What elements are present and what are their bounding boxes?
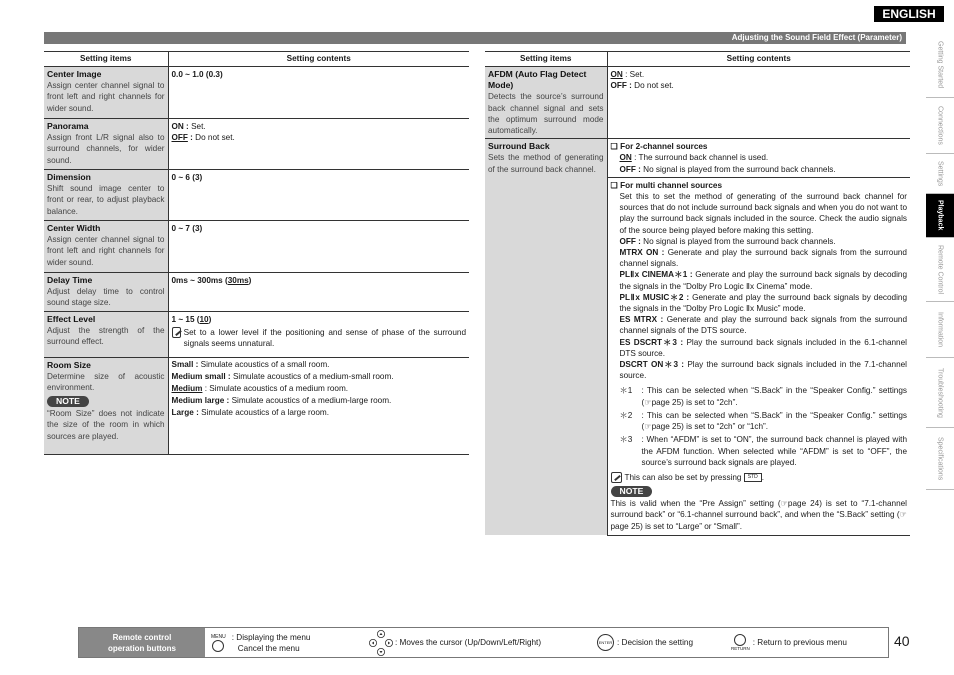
setting-contents-cell: [168, 357, 469, 454]
side-tab-label: Troubleshooting: [936, 367, 944, 418]
mode-item: [611, 314, 908, 336]
option-text: Do not set.: [195, 133, 235, 143]
option-text: Do not set.: [634, 81, 674, 91]
multi-channel-heading: ❏ For multi channel sources: [610, 180, 723, 190]
setting-contents-header: Setting contents: [168, 52, 469, 67]
footer-label-line: Remote control: [112, 633, 172, 642]
setting-description: Adjust the strength of the surround effect.: [47, 325, 165, 347]
option-text: Simulate acoustics of a large room.: [201, 408, 329, 418]
mode-label: PLⅡx MUSIC＊2 :: [619, 292, 690, 302]
menu-button-icon: [212, 640, 224, 652]
two-channel-heading: ❏ For 2-channel sources: [610, 142, 708, 152]
std-button-icon: STD: [744, 473, 762, 482]
table-row: [485, 67, 910, 139]
enter-button-group: [597, 628, 693, 657]
range-suffix: ): [208, 314, 212, 324]
option-text: : Simulate acoustics of a medium room.: [204, 384, 349, 394]
right-settings-table: [485, 51, 910, 536]
setting-contents-cell: [168, 311, 469, 357]
option-text: Simulate acoustics of a small room.: [200, 359, 330, 369]
setting-description: Sets the method of generating of the surround back channel.: [488, 153, 604, 174]
remote-control-footer: [78, 627, 889, 658]
setting-name: Delay Time: [47, 275, 93, 285]
menu-button-group: [211, 628, 310, 657]
setting-description: Assign front L/R signal also to surround channels, for wider sound.: [47, 133, 165, 165]
return-button-label: RETURN: [731, 646, 750, 651]
setting-item-cell: [485, 139, 607, 536]
setting-item-cell: [44, 273, 168, 312]
footnote: [611, 434, 908, 468]
range-suffix: ): [248, 276, 252, 285]
option-label: Medium: [171, 384, 203, 394]
setting-contents-cell: [168, 221, 469, 273]
mode-item: [611, 269, 908, 291]
setting-description: Assign center channel signal to front left and right channels for wider sound.: [47, 235, 165, 267]
cursor-buttons-icon: [369, 630, 393, 656]
section-title-bar: Adjusting the Sound Field Effect (Parameter): [44, 32, 906, 44]
option-text: : Set.: [625, 70, 645, 79]
mode-item: [611, 292, 908, 314]
setting-contents-cell: [168, 119, 469, 170]
footer-label: [79, 628, 205, 657]
setting-item-cell: [44, 67, 168, 119]
setting-name: Dimension: [47, 172, 91, 182]
setting-description: Adjust delay time to control sound stage size.: [47, 287, 165, 308]
setting-item-cell: [44, 357, 168, 454]
table-row: [44, 221, 469, 273]
footnote-text: : This can be selected when “S.Back” in the “Speaker Config.” settings (☞page 25) is set to “2ch” or “1ch”.: [641, 410, 907, 432]
setting-contents-cell: [168, 67, 469, 119]
footnote: [611, 385, 908, 407]
side-tab-specifications[interactable]: [926, 428, 954, 490]
setting-item-cell: [44, 311, 168, 357]
side-tab-label: Connections: [936, 106, 944, 145]
mode-label: ES MTRX :: [619, 315, 664, 325]
table-row: [44, 273, 469, 312]
return-button-icon: [734, 634, 746, 646]
menu-line: : Displaying the menu: [231, 632, 311, 642]
side-tab-getting-started[interactable]: [926, 32, 954, 98]
mode-label: PLⅡx CINEMA＊1 :: [619, 270, 693, 280]
setting-contents-cell: [168, 273, 469, 312]
side-tab-connections[interactable]: [926, 98, 954, 154]
side-tab-label: Getting Started: [936, 40, 944, 89]
mode-item: [611, 337, 908, 359]
setting-description: Assign center channel signal to front left and right channels for wider sound.: [47, 81, 165, 113]
setting-name: Panorama: [47, 121, 89, 131]
setting-contents-header: Setting contents: [607, 52, 910, 67]
table-row: [44, 67, 469, 119]
option-text: Simulate acoustics of a medium-small room.: [232, 371, 394, 381]
option-colon: :: [190, 133, 193, 143]
table-row: [44, 311, 469, 357]
mode-text: Play the surround back signals included in the 6.1-channel DTS source.: [619, 337, 907, 358]
setting-items-header: Setting items: [44, 52, 168, 67]
enter-text: : Decision the setting: [617, 638, 694, 647]
table-row: [44, 119, 469, 170]
option-text: No signal is played from the surround back channels.: [643, 164, 836, 174]
return-text: : Return to previous menu: [752, 638, 847, 647]
footnote-text: : When “AFDM” is set to “ON”, the surround back channel is played with the AFDM function. When selected while “AFDM” is set to “OFF”, the source’s surround back signals are played.: [641, 435, 907, 467]
side-navigation-tabs: [926, 32, 954, 490]
mode-text: Play the surround back signals included in the 7.1-channel source.: [619, 360, 907, 381]
setting-item-cell: [44, 119, 168, 170]
table-row: [485, 139, 910, 536]
setting-item-cell: [44, 170, 168, 221]
setting-item-cell: [44, 221, 168, 273]
side-tab-label: Playback: [936, 200, 944, 231]
setting-name: Room Size: [47, 359, 91, 370]
note-badge: NOTE: [611, 486, 653, 497]
setting-contents-cell: [168, 170, 469, 221]
option-label: OFF :: [619, 164, 641, 174]
mode-label: MTRX ON :: [619, 248, 665, 258]
option-label: ON: [619, 153, 632, 163]
cursor-text: : Moves the cursor (Up/Down/Left/Right): [395, 638, 542, 647]
mode-text: Generate and play the surround back signals from the surround channel signals of the DTS source.: [619, 315, 908, 336]
side-tab-troubleshooting[interactable]: [926, 358, 954, 428]
menu-line: Cancel the menu: [237, 643, 300, 653]
footnote-mark: ＊1: [619, 386, 633, 396]
option-text: : The surround back channel is used.: [634, 153, 769, 163]
option-label: ON :: [171, 122, 189, 131]
side-tab-label: Information: [936, 311, 944, 348]
menu-button-label: MENU: [211, 633, 226, 640]
side-tab-label: Remote Control: [936, 244, 944, 295]
setting-contents-cell: [607, 139, 910, 536]
range-default: 10: [199, 314, 209, 324]
multi-channel-intro: Set this to set the method of generating of the surround back channel for sources that do not include surround back signals and when you do not want to play the surround back signals included in the source. Check the audio signals of the source being played before making this setting.: [619, 192, 907, 235]
mode-text: No signal is played from the surround back channels.: [643, 236, 836, 246]
option-label: Small :: [171, 359, 199, 369]
side-tab-information[interactable]: [926, 302, 954, 358]
option-text: Set.: [191, 122, 206, 131]
return-button-group: [731, 628, 847, 657]
footnote-text: : This can be selected when “S.Back” in the “Speaker Config.” settings (☞page 25) is set to “2ch”.: [641, 386, 907, 407]
setting-description: Determine size of acoustic environment.: [47, 371, 165, 393]
option-label: Medium large :: [171, 396, 230, 406]
footnote: [611, 410, 908, 432]
setting-range: 0 ~ 6 (3): [171, 173, 203, 182]
mode-label: OFF :: [619, 236, 641, 246]
cursor-button-group: [369, 628, 541, 657]
setting-name: Center Width: [47, 223, 101, 233]
page-number: 40: [894, 633, 910, 649]
setting-name: Effect Level: [47, 313, 96, 324]
note-text: “Room Size” does not indicate the size of the room in which sources are played.: [47, 409, 165, 441]
tip-text: Set to a lower level if the positioning and sense of phase of the surround signals seems unnatural.: [183, 327, 466, 349]
mode-item: [611, 247, 908, 269]
setting-name: Center Image: [47, 69, 102, 79]
mode-item: [611, 236, 908, 247]
range-default: 30ms: [227, 276, 249, 285]
setting-item-cell: [485, 67, 607, 139]
mode-text: Generate and play the surround back signals by decoding the signals in the “Dolby Pro Logic Ⅱx Music” mode.: [619, 292, 907, 314]
left-settings-table: [44, 51, 469, 455]
setting-description: Shift sound image center to front or rear, to adjust playback balance.: [47, 184, 165, 216]
setting-range: 0 ~ 7 (3): [171, 224, 203, 233]
note-badge: NOTE: [47, 396, 89, 407]
mode-item: [611, 359, 908, 381]
side-tab-label: Settings: [936, 160, 944, 187]
mode-text: Generate and play the surround back signals from the surround channel signals.: [619, 248, 907, 269]
option-label: Large :: [171, 408, 199, 418]
setting-name: AFDM (Auto Flag Detect Mode): [488, 69, 587, 91]
side-tab-playback[interactable]: [926, 194, 954, 238]
enter-button-icon: ENTER: [597, 634, 614, 651]
side-tab-remote-control[interactable]: [926, 238, 954, 302]
pencil-icon: [172, 327, 181, 338]
option-label: ON: [610, 70, 623, 79]
table-row: [44, 357, 469, 454]
mode-label: ES DSCRT＊3 :: [619, 337, 684, 347]
pencil-icon: [611, 472, 622, 483]
footnote-mark: ＊3: [619, 435, 633, 445]
side-tab-label: Specifications: [936, 436, 944, 481]
range-prefix: 1 ~ 15 (: [171, 314, 200, 324]
option-label: OFF: [171, 133, 188, 143]
setting-description: Detects the source’s surround back channel signal and sets the optimum surround mode automatically.: [488, 92, 604, 136]
tip-suffix: .: [761, 472, 765, 482]
option-label: Medium small :: [171, 371, 231, 381]
note-text: This is valid when the “Pre Assign” setting (☞page 24) is set to “7.1-channel surround back” or “6.1-channel surround back”, and when the “S.Back” setting (☞page 25) is set to “Large” or “Small”.: [610, 499, 907, 531]
setting-items-header: Setting items: [485, 52, 607, 67]
setting-contents-cell: [607, 67, 910, 139]
option-label: OFF :: [610, 81, 632, 91]
language-badge: ENGLISH: [874, 6, 944, 22]
table-row: [44, 170, 469, 221]
mode-text: Generate and play the surround back signals by decoding the signals in the “Dolby Pro Logic Ⅱx Cinema” mode.: [619, 270, 907, 291]
mode-label: DSCRT ON＊3 :: [619, 360, 685, 370]
tip-prefix: This can also be set by pressing: [624, 472, 742, 482]
footer-label-line: operation buttons: [108, 644, 176, 653]
option-text: Simulate acoustics of a medium-large room.: [231, 396, 392, 406]
footnote-mark: ＊2: [619, 410, 633, 420]
setting-range: 0.0 ~ 1.0 (0.3): [171, 70, 223, 79]
range-prefix: 0ms ~ 300ms (: [171, 276, 228, 285]
setting-name: Surround Back: [488, 141, 550, 152]
side-tab-settings[interactable]: [926, 154, 954, 194]
